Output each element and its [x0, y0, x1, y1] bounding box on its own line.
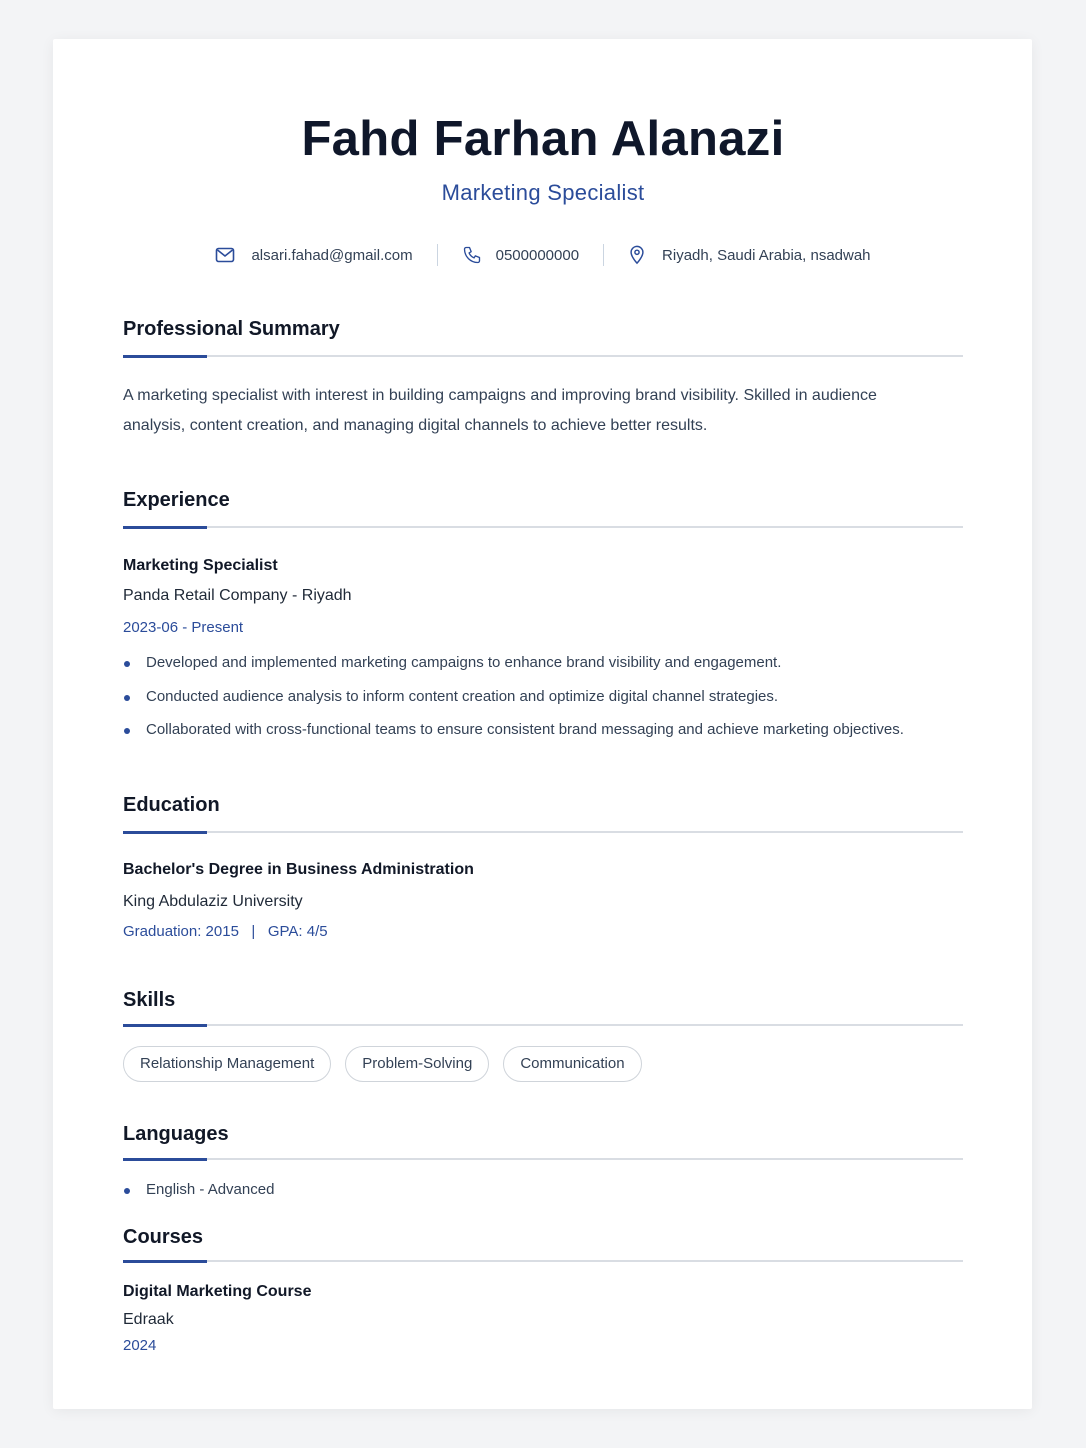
phone-text: 0500000000 — [495, 246, 580, 264]
job-role: Marketing Specialist — [123, 557, 278, 574]
contact-email[interactable] — [215, 247, 412, 264]
section-title-courses: Courses — [123, 1226, 204, 1248]
candidate-name: Fahd Farhan Alanazi — [301, 112, 785, 166]
section-divider — [123, 355, 963, 357]
education-school: King Abdulaziz University — [123, 893, 303, 910]
job-company: Panda Retail Company - Riyadh — [123, 587, 352, 604]
job-bullet-list — [123, 653, 983, 754]
list-item: Collaborated with cross-functional teams to ensure consistent brand messaging and achieve marketing objectives. — [123, 720, 983, 754]
section-divider — [123, 1158, 963, 1160]
list-item: Conducted audience analysis to inform content creation and optimize digital channel strategies. — [123, 687, 983, 721]
skill-chip: Communication — [503, 1046, 641, 1082]
contact-divider — [603, 244, 604, 266]
mail-icon — [215, 247, 235, 263]
section-title-education: Education — [123, 794, 220, 816]
map-pin-icon — [628, 245, 646, 265]
section-title-summary: Professional Summary — [123, 318, 340, 340]
section-divider — [123, 831, 963, 833]
section-divider — [123, 1260, 963, 1262]
contact-bar — [123, 244, 963, 266]
skills-list — [123, 1046, 656, 1082]
location-text: Riyadh, Saudi Arabia, nsadwah — [662, 246, 871, 264]
list-item: English - Advanced — [123, 1180, 983, 1214]
list-item: Developed and implemented marketing campaigns to enhance brand visibility and engagement. — [123, 653, 983, 687]
course-provider: Edraak — [123, 1311, 174, 1328]
skill-chip: Problem-Solving — [345, 1046, 489, 1082]
education-details: Graduation: 2015 | GPA: 4/5 — [123, 923, 328, 940]
course-year: 2024 — [123, 1337, 157, 1354]
section-title-experience: Experience — [123, 489, 230, 511]
languages-list — [123, 1180, 983, 1214]
course-name: Digital Marketing Course — [123, 1283, 312, 1300]
education-degree: Bachelor's Degree in Business Administration — [123, 861, 474, 878]
section-divider — [123, 1024, 963, 1026]
section-title-languages: Languages — [123, 1123, 229, 1145]
section-divider — [123, 526, 963, 528]
email-text: alsari.fahad@gmail.com — [251, 246, 413, 264]
contact-divider — [437, 244, 438, 266]
section-title-skills: Skills — [123, 989, 176, 1011]
resume-page — [53, 39, 1032, 1409]
skill-chip: Relationship Management — [123, 1046, 331, 1082]
summary-text: A marketing specialist with interest in building campaigns and improving brand visibility. Skilled in audience analysis, content creation, and managing digital channels to achieve better results. — [123, 387, 877, 434]
job-dates: 2023-06 - Present — [123, 619, 244, 636]
contact-location — [628, 245, 870, 265]
contact-phone[interactable] — [462, 245, 579, 265]
phone-icon — [462, 245, 482, 265]
candidate-title: Marketing Specialist — [441, 180, 645, 205]
